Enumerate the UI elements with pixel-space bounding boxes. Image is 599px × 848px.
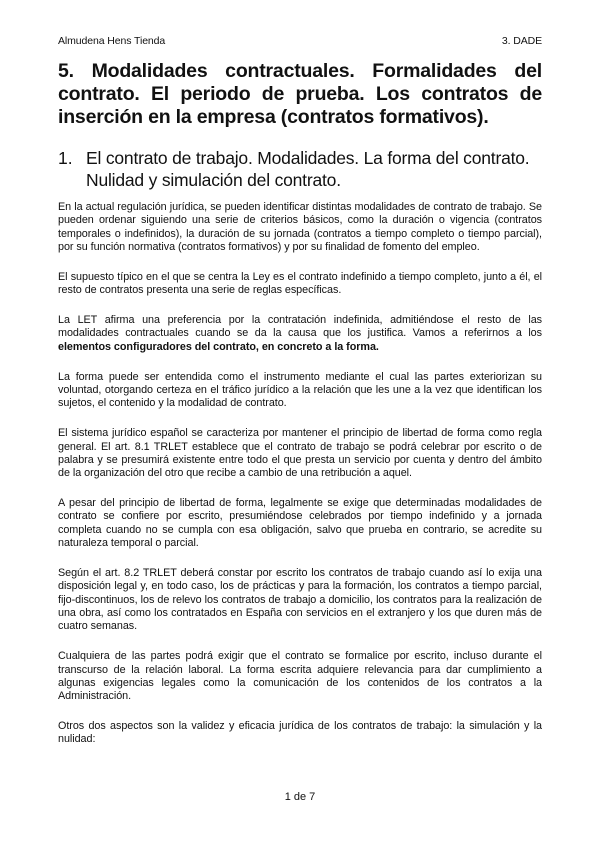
page-header: [58, 35, 542, 47]
section-title: El contrato de trabajo. Modalidades. La forma del contrato. Nulidad y simulación del contrato.: [86, 148, 530, 190]
document-page: [58, 0, 542, 848]
paragraph: El sistema jurídico español se caracteriza por mantener el principio de libertad de forma como regla general. El art. 8.1 TRLET establece que el contrato de trabajo se podrá celebrar por escrito o de palabra y se presumirá existente entre todo el que presta un servicio por cuenta y dentro del ámbito de la organización del otro que recibe a cambio de una retribución a aquel.: [58, 427, 542, 480]
header-course: 3. DADE: [501, 35, 542, 47]
section-number: 1.: [58, 148, 73, 168]
document-body: [58, 201, 542, 763]
header-author: Almudena Hens Tienda: [58, 35, 166, 47]
paragraph: El supuesto típico en el que se centra la Ley es el contrato indefinido a tiempo completo, junto a él, el resto de contratos presenta una serie de reglas específicas.: [58, 270, 542, 297]
paragraph: A pesar del principio de libertad de forma, legalmente se exige que determinadas modalidades de contrato se confiere por escrito, presumiéndose celebrados por tiempo indefinido y a jornada completa cuando no se cumpla con esa obligación, salvo que prueba en contrario, se acredite su naturaleza temporal o parcial.: [58, 497, 542, 550]
section-heading: [58, 147, 542, 191]
page-number: 1 de 7: [284, 791, 316, 803]
paragraph: En la actual regulación jurídica, se pueden identificar distintas modalidades de contrato de trabajo. Se pueden ordenar siguiendo una serie de criterios básicos, como la duración o vigencia (contratos temporales o indefinidos), la duración de su jornada (contratos a tiempo completo o tiempo parcial), por su función normativa (contratos formativos) y por su finalidad de fomento del empleo.: [58, 201, 542, 253]
paragraph: Cualquiera de las partes podrá exigir que el contrato se formalice por escrito, incluso durante el transcurso de la relación laboral. La forma escrita adquiere relevancia para dar cumplimiento a algunas exigencias legales como la comunicación de los contenidos de los contratos a la Administración.: [58, 650, 542, 703]
paragraph: Otros dos aspectos son la validez y eficacia jurídica de los contratos de trabajo: la simulación y la nulidad:: [58, 720, 542, 746]
paragraph-let-bold: elementos configuradores del contrato, en concreto a la forma.: [58, 340, 379, 353]
paragraph: La forma puede ser entendida como el instrumento mediante el cual las partes exteriorizan su voluntad, otorgando certeza en el tráfico jurídico a la relación que les une a la vez que identifican los sujetos, el contenido y la modalidad de contrato.: [58, 370, 542, 410]
chapter-title: 5. Modalidades contractuales. Formalidades del contrato. El periodo de prueba. Los contratos de inserción en la empresa (contratos formativos).: [58, 60, 542, 128]
paragraph: Según el art. 8.2 TRLET deberá constar por escrito los contratos de trabajo cuando así lo exija una disposición legal y, en todo caso, los de prácticas y para la formación, los contratos a tiempo parcial, fijo-discontinuos, los de relevo los contratos de trabajo a domicilio, los contratos para la realización de una obra, así como los contratados en España con servicios en el extranjero y los que duren más de cuatro semanas.: [58, 567, 542, 633]
paragraph-let-text: La LET afirma una preferencia por la contratación indefinida, admitiéndose el resto de las modalidades contractuales cuando se da la causa que los justifica. Vamos a referirnos a los: [58, 314, 542, 340]
paragraph-let: [58, 314, 542, 354]
